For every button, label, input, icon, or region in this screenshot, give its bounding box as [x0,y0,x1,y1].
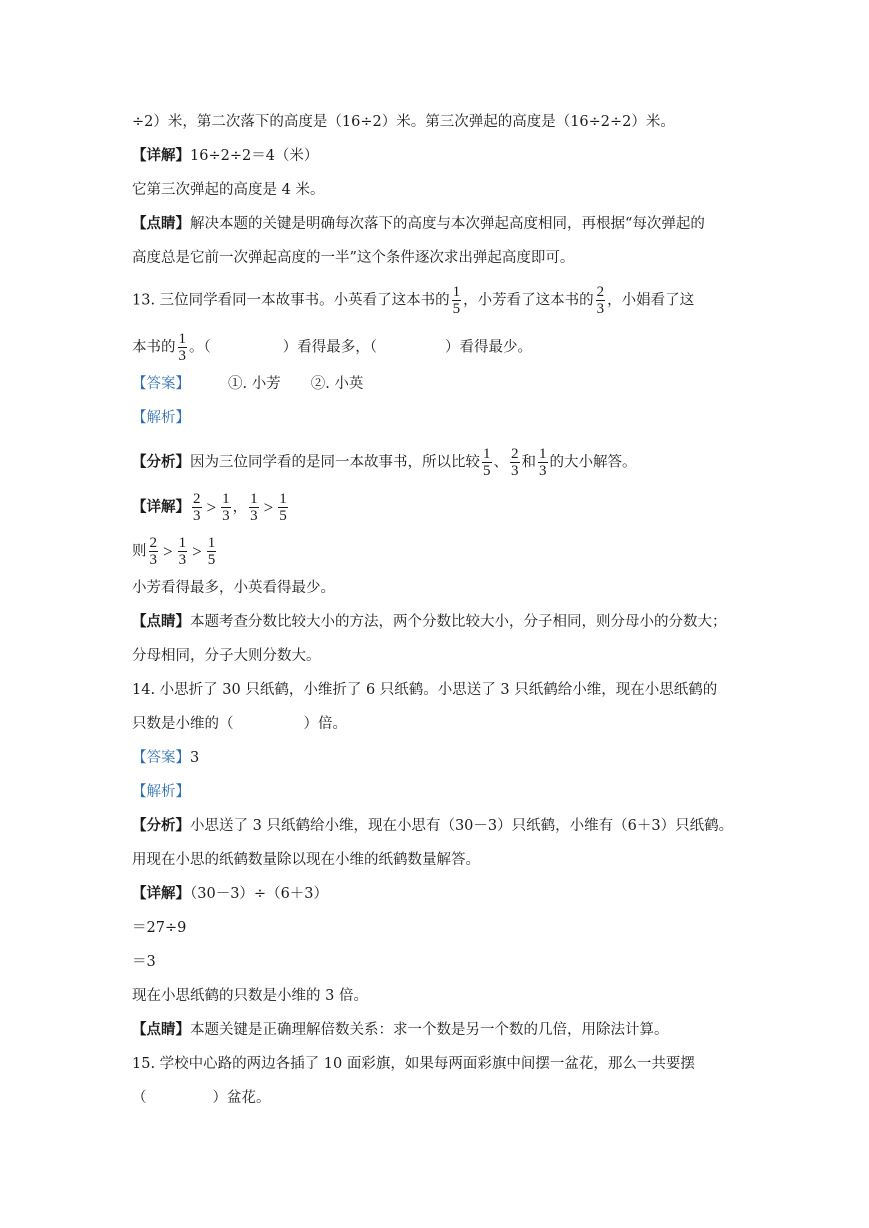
fraction-two-thirds [149,535,159,568]
fraction-one-third [538,446,548,479]
fraction-numerator: 1 [452,284,461,300]
fraction-numerator: 1 [483,446,491,462]
fenxi-text: 的大小解答。 [549,454,637,471]
text-line: 它第三次弹起的高度是 4 米。 [132,182,325,198]
fraction-numerator: 2 [596,284,605,300]
text-line: 高度总是它前一次弹起高度的一半”这个条件逐次求出弹起高度即可。 [132,250,575,266]
dianjing-text: 本题关键是正确理解倍数关系：求一个数是另一个数的几倍，用除法计算。 [190,1022,669,1038]
fraction-numerator: 1 [250,491,258,507]
xiangjie-line [132,491,290,524]
fraction-denominator: 3 [222,508,230,524]
fraction-denominator: 5 [207,552,216,568]
key-point-line [132,214,705,234]
fraction-two-thirds [596,284,606,317]
question-13-stem [132,284,694,317]
fraction-denominator: 3 [511,463,519,479]
fraction-denominator: 5 [279,508,287,524]
separator: 、 [493,454,508,471]
question-text: （ [132,1090,147,1106]
fenxi-tag: 【分析】 [132,453,190,471]
text-line: 用现在小思的纸鹤数量除以现在小维的纸鹤数量解答。 [132,852,480,868]
fraction-denominator: 3 [149,552,157,568]
detail-text: 16÷2÷2＝4（米） [190,148,319,164]
question-14-stem-cont [132,714,347,734]
question-text: ）倍。 [303,716,347,732]
greater-than: > [192,541,202,561]
fraction-numerator: 1 [207,535,216,551]
question-text: 。（ [189,339,211,356]
fraction-one-fifth [207,535,217,568]
detail-line [132,146,318,166]
fraction-numerator: 2 [149,535,157,551]
fenxi-text: 因为三位同学看的是同一本故事书，所以比较 [190,454,480,471]
analysis-tag: 【解析】 [132,410,190,426]
answer-value: 3 [190,750,200,766]
xiangjie-text: （30－3）÷（6＋3） [190,886,329,902]
comma: ， [232,499,248,516]
fraction-numerator: 1 [178,535,187,551]
fraction-two-thirds [192,491,202,524]
fraction-one-third [178,331,188,364]
question-text: ）看得最少。 [445,339,532,356]
detail-tag: 【详解】 [132,147,190,164]
fraction-denominator: 3 [178,552,187,568]
ze-text: 则 [132,543,147,560]
key-point-tag: 【点睛】 [132,215,190,232]
fraction-numerator: 2 [511,446,519,462]
dianjing-line [132,1020,669,1040]
fraction-numerator: 1 [279,491,287,507]
conclusion-line: 小芳看得最多，小英看得最少。 [132,580,335,596]
text-line: 分母相同，分子大则分数大。 [132,648,321,664]
xiangjie-tag: 【详解】 [132,498,190,516]
conclusion-line: 现在小思纸鹤的只数是小维的 3 倍。 [132,988,368,1004]
question-15-stem-cont [132,1088,271,1108]
fraction-numerator: 1 [539,446,547,462]
fenxi-tag: 【分析】 [132,817,190,834]
key-point-text: 解决本题的关键是明确每次落下的高度与本次弹起高度相同，再根据“每次弹起的 [190,216,705,232]
text-line: ÷2）米，第二次落下的高度是（16÷2）米。第三次弹起的高度是（16÷2÷2）米。 [132,114,675,130]
question-text: 本书的 [132,339,176,356]
question-text: ，小娟看了这 [607,292,695,309]
fenxi-line [132,446,637,479]
equation-line: ＝27÷9 [132,920,187,936]
analysis-line [132,782,190,802]
fenxi-text: 小思送了 3 只纸鹤给小维，现在小思有（30－3）只纸鹤，小维有（6＋3）只纸鹤。 [190,818,734,834]
greater-than: > [263,497,274,517]
dianjing-tag: 【点睛】 [132,1021,190,1038]
separator: 和 [521,454,536,471]
question-text: ）看得最多，（ [282,339,377,356]
question-15-stem: 15. 学校中心路的两边各插了 10 面彩旗，如果每两面彩旗中间摆一盆花，那么一共要摆 [132,1056,695,1072]
answer-option-2: ②. 小英 [310,376,364,392]
greater-than: > [206,497,217,517]
dianjing-tag: 【点睛】 [132,613,190,630]
fraction-one-third [178,535,188,568]
dianjing-line [132,612,727,632]
ze-line [132,535,218,568]
greater-than: > [163,541,173,561]
fraction-numerator: 2 [193,491,201,507]
question-text: ，小芳看了这本书的 [463,292,594,309]
question-text: ）盆花。 [212,1090,271,1106]
answer-line [132,374,363,394]
fraction-numerator: 1 [222,491,230,507]
answer-tag: 【答案】 [132,376,190,392]
fraction-denominator: 5 [452,301,461,317]
xiangjie-tag: 【详解】 [132,885,190,902]
fraction-one-third [249,491,259,524]
answer-tag: 【答案】 [132,750,190,766]
fraction-numerator: 1 [178,331,186,347]
fraction-denominator: 5 [483,463,491,479]
fraction-one-fifth [278,491,288,524]
fraction-one-third [221,491,231,524]
fraction-one-fifth [452,284,462,317]
question-13-stem-cont [132,331,532,364]
analysis-tag: 【解析】 [132,784,190,800]
dianjing-text: 本题考查分数比较大小的方法，两个分数比较大小，分子相同，则分母小的分数大； [190,614,727,630]
fraction-denominator: 3 [539,463,547,479]
question-text: 只数是小维的（ [132,716,234,732]
fraction-denominator: 3 [250,508,258,524]
answer-line [132,748,199,768]
fraction-two-thirds [510,446,520,479]
fraction-denominator: 3 [178,348,186,364]
fenxi-line [132,816,733,836]
answer-option-1: ①. 小芳 [228,376,281,392]
question-14-stem: 14. 小思折了 30 只纸鹤，小维折了 6 只纸鹤。小思送了 3 只纸鹤给小维，现在小思纸鹤的 [132,682,718,698]
fraction-denominator: 3 [596,301,605,317]
fraction-one-fifth [482,446,492,479]
fraction-denominator: 3 [193,508,201,524]
equation-line: ＝3 [132,954,156,970]
question-text: 13. 三位同学看同一本故事书。小英看了这本书的 [132,292,450,309]
analysis-line [132,408,190,428]
xiangjie-line [132,884,328,904]
